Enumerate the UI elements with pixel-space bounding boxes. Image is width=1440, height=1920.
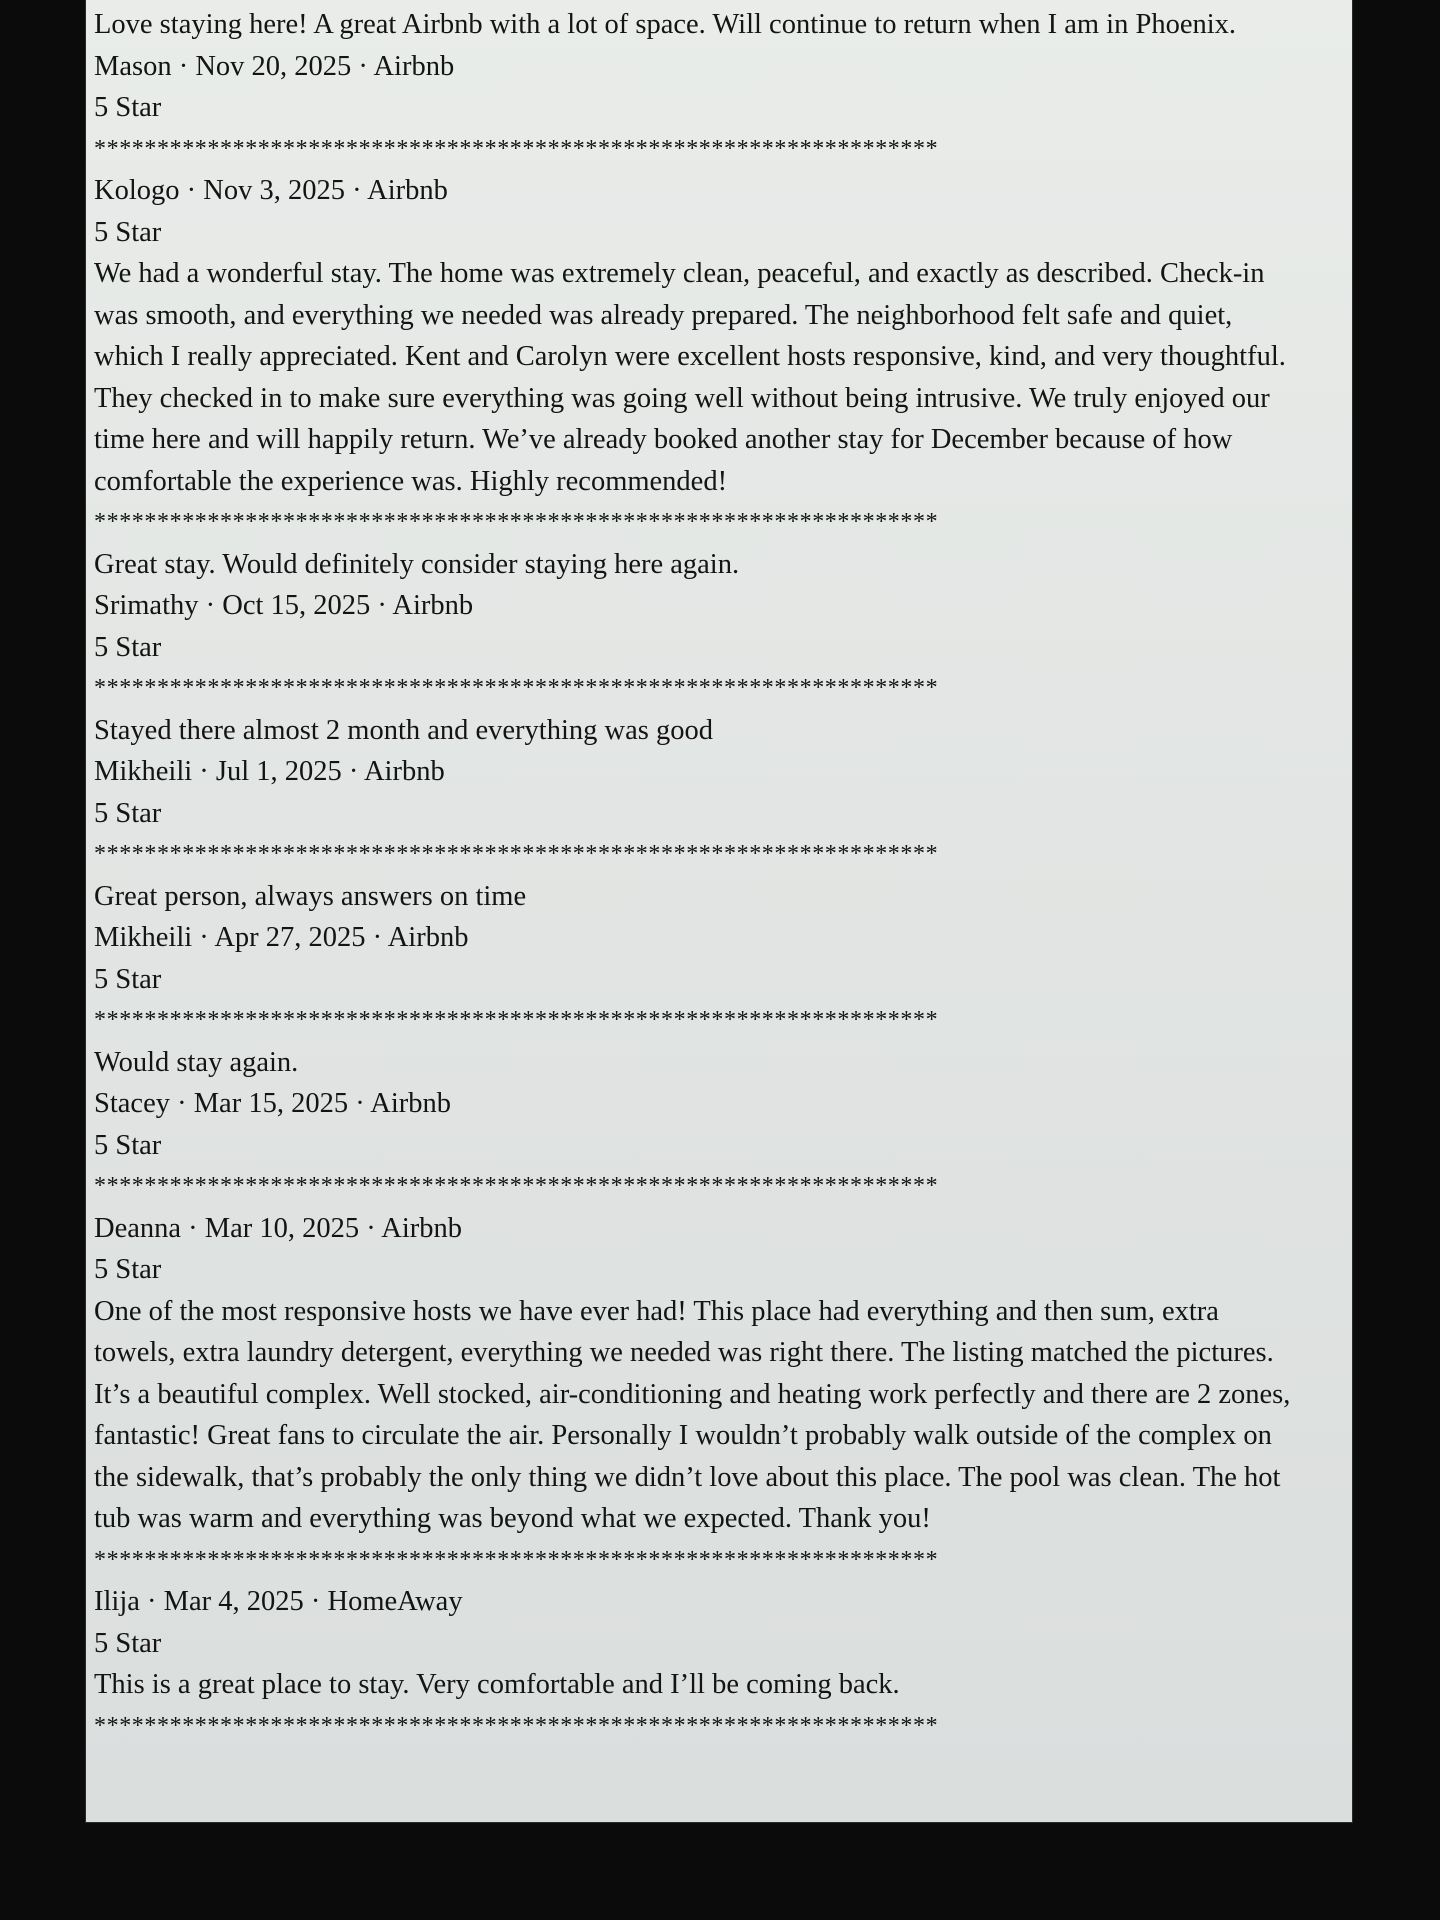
review-rating: 5 Star [94, 631, 162, 663]
reviews-document [94, 4, 1344, 1747]
review-meta: Stacey · Mar 15, 2025 · Airbnb [94, 1088, 451, 1119]
review-rating: 5 Star [94, 92, 162, 123]
review-item [94, 1042, 1344, 1208]
review-text: We had a wonderful stay. The home was extremely clean, peaceful, and exactly as described. Check-in was smooth, and everything we needed was already prepared. The neighborhood felt safe and quiet, which I really appreciated. Kent and Carolyn were excellent hosts responsive, kind, and very thoughtful. They checked in to make sure everything was going well without being intrusive. We truly enjoyed our time here and will happily return. We’ve already booked another stay for December because of how comfortable the experience was. Highly recommended! [94, 258, 1286, 497]
review-separator: ******************************************************************* [94, 1007, 939, 1033]
review-item [94, 710, 1344, 876]
review-text: Great person, always answers on time [94, 880, 527, 912]
review-separator: ******************************************************************* [94, 1712, 939, 1739]
review-meta: Mikheili · Jul 1, 2025 · Airbnb [94, 756, 445, 787]
review-meta: Srimathy · Oct 15, 2025 · Airbnb [94, 590, 474, 621]
review-item [94, 544, 1344, 710]
review-rating: 5 Star [94, 1254, 162, 1285]
review-separator: ******************************************************************* [94, 1173, 939, 1199]
review-meta: Deanna · Mar 10, 2025 · Airbnb [94, 1212, 463, 1244]
review-item [94, 170, 1344, 544]
review-separator: ******************************************************************* [94, 675, 939, 701]
review-rating: 5 Star [94, 1129, 162, 1161]
review-separator: ******************************************************************* [94, 509, 939, 535]
review-item [94, 4, 1344, 170]
review-meta: Ilija · Mar 4, 2025 · HomeAway [94, 1586, 463, 1617]
review-item [94, 1208, 1344, 1582]
review-separator: ******************************************************************* [94, 135, 939, 162]
review-separator: ******************************************************************* [94, 1546, 939, 1573]
review-rating: 5 Star [94, 797, 162, 829]
review-rating: 5 Star [94, 963, 162, 995]
review-text: Would stay again. [94, 1046, 299, 1078]
review-separator: ******************************************************************* [94, 841, 939, 867]
review-item [94, 876, 1344, 1042]
document-page [86, 0, 1352, 1822]
review-text: Stayed there almost 2 month and everything was good [94, 714, 713, 746]
review-meta: Mason · Nov 20, 2025 · Airbnb [94, 50, 455, 82]
review-item [94, 1581, 1344, 1747]
review-meta: Kologo · Nov 3, 2025 · Airbnb [94, 175, 448, 206]
review-rating: 5 Star [94, 216, 162, 248]
review-rating: 5 Star [94, 1627, 162, 1659]
review-meta: Mikheili · Apr 27, 2025 · Airbnb [94, 922, 469, 953]
review-text: Great stay. Would definitely consider staying here again. [94, 548, 740, 580]
review-text: One of the most responsive hosts we have ever had! This place had everything and then sum, extra towels, extra laundry detergent, everything we needed was right there. The listing matched the pictures. It’s a beautiful complex. Well stocked, air-conditioning and heating work perfectly and there are 2 zones, fantastic! Great fans to circulate the air. Personally I wouldn’t probably walk outside of the complex on the sidewalk, that’s probably the only thing we didn’t love about this place. The pool was clean. The hot tub was warm and everything was beyond what we expected. Thank you! [94, 1295, 1291, 1534]
review-text: Love staying here! A great Airbnb with a lot of space. Will continue to return when I am in Phoenix. [94, 9, 1237, 40]
review-text: This is a great place to stay. Very comfortable and I’ll be coming back. [94, 1669, 900, 1700]
